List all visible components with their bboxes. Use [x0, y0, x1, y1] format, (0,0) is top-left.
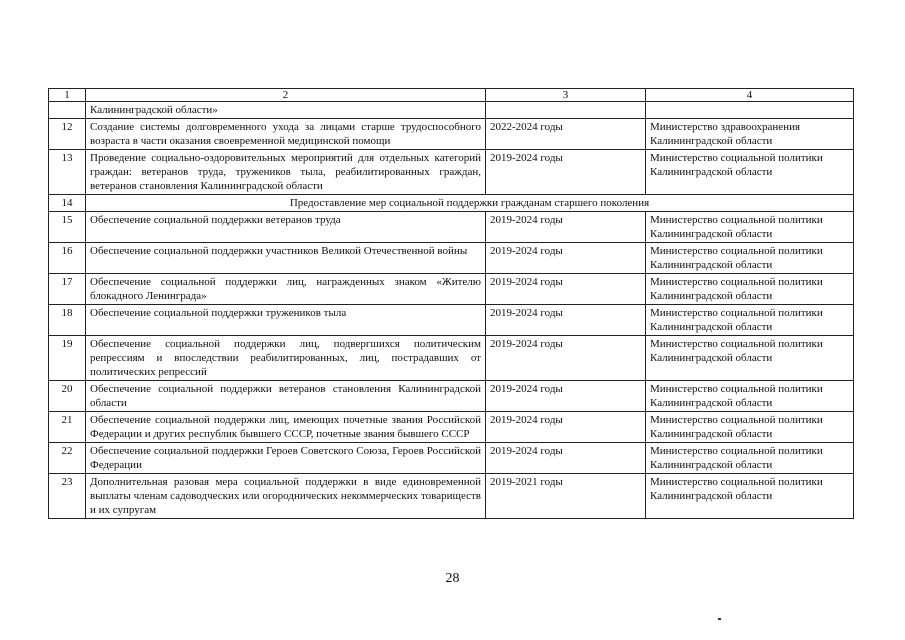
- implementation-period: 2019-2024 годы: [486, 305, 646, 336]
- header-cell-1: 1: [49, 89, 86, 102]
- row-number: 15: [49, 212, 86, 243]
- responsible-executor: Министерство социальной политики Калининградской области: [646, 150, 854, 195]
- measure-description: Калининградской области»: [86, 102, 486, 119]
- table-row: [49, 443, 854, 474]
- section-row: [49, 195, 854, 212]
- table-row: [49, 102, 854, 119]
- measure-description: Дополнительная разовая мера социальной поддержки в виде единовременной выплаты членам садоводческих или огороднических некоммерческих товариществ и их супругам: [86, 474, 486, 519]
- section-title: Предоставление мер социальной поддержки гражданам старшего поколения: [86, 195, 854, 212]
- responsible-executor: Министерство социальной политики Калининградской области: [646, 474, 854, 519]
- responsible-executor: Министерство социальной политики Калининградской области: [646, 336, 854, 381]
- responsible-executor: Министерство социальной политики Калининградской области: [646, 381, 854, 412]
- table-row: [49, 412, 854, 443]
- row-number: 23: [49, 474, 86, 519]
- measure-description: Проведение социально-оздоровительных мероприятий для отдельных категорий граждан: ветеранов труда, тружеников тыла, реабилитированных граждан, ветеранов становления Калининградской области: [86, 150, 486, 195]
- measure-description: Обеспечение социальной поддержки ветеранов труда: [86, 212, 486, 243]
- table-row: [49, 274, 854, 305]
- implementation-period: 2019-2024 годы: [486, 212, 646, 243]
- measure-description: Обеспечение социальной поддержки Героев Советского Союза, Героев Российской Федерации: [86, 443, 486, 474]
- page-number: 28: [445, 571, 460, 586]
- header-row: [49, 89, 854, 102]
- implementation-period: 2019-2024 годы: [486, 381, 646, 412]
- responsible-executor: Министерство здравоохранения Калининградской области: [646, 119, 854, 150]
- table-row: [49, 150, 854, 195]
- implementation-period: 2019-2024 годы: [486, 412, 646, 443]
- row-number: 22: [49, 443, 86, 474]
- scan-mark: [718, 618, 721, 620]
- row-number: 12: [49, 119, 86, 150]
- measure-description: Создание системы долговременного ухода за лицами старше трудоспособного возраста в части оказания своевременной медицинской помощи: [86, 119, 486, 150]
- measure-description: Обеспечение социальной поддержки лиц, награжденных знаком «Жителю блокадного Ленинграда»: [86, 274, 486, 305]
- implementation-period: 2019-2024 годы: [486, 243, 646, 274]
- table-row: [49, 474, 854, 519]
- row-number: 21: [49, 412, 86, 443]
- implementation-period: 2019-2024 годы: [486, 336, 646, 381]
- implementation-period: 2019-2024 годы: [486, 443, 646, 474]
- measures-table: [48, 88, 854, 519]
- measure-description: Обеспечение социальной поддержки ветеранов становления Калининградской области: [86, 381, 486, 412]
- row-number: 20: [49, 381, 86, 412]
- header-cell-4: 4: [646, 89, 854, 102]
- responsible-executor: Министерство социальной политики Калининградской области: [646, 212, 854, 243]
- table-row: [49, 119, 854, 150]
- responsible-executor: [646, 102, 854, 119]
- responsible-executor: Министерство социальной политики Калининградской области: [646, 243, 854, 274]
- row-number: 13: [49, 150, 86, 195]
- table-row: [49, 243, 854, 274]
- table-body: [49, 89, 854, 519]
- measure-description: Обеспечение социальной поддержки лиц, подвергшихся политическим репрессиям и впоследствии реабилитированных, лиц, пострадавших от политических репрессий: [86, 336, 486, 381]
- row-number: 17: [49, 274, 86, 305]
- responsible-executor: Министерство социальной политики Калининградской области: [646, 443, 854, 474]
- implementation-period: [486, 102, 646, 119]
- row-number: [49, 102, 86, 119]
- implementation-period: 2022-2024 годы: [486, 119, 646, 150]
- implementation-period: 2019-2024 годы: [486, 274, 646, 305]
- header-cell-3: 3: [486, 89, 646, 102]
- implementation-period: 2019-2021 годы: [486, 474, 646, 519]
- table-row: [49, 305, 854, 336]
- responsible-executor: Министерство социальной политики Калининградской области: [646, 305, 854, 336]
- header-cell-2: 2: [86, 89, 486, 102]
- implementation-period: 2019-2024 годы: [486, 150, 646, 195]
- measure-description: Обеспечение социальной поддержки участников Великой Отечественной войны: [86, 243, 486, 274]
- responsible-executor: Министерство социальной политики Калининградской области: [646, 274, 854, 305]
- responsible-executor: Министерство социальной политики Калининградской области: [646, 412, 854, 443]
- table-row: [49, 381, 854, 412]
- row-number: 18: [49, 305, 86, 336]
- row-number: 16: [49, 243, 86, 274]
- measure-description: Обеспечение социальной поддержки лиц, имеющих почетные звания Российской Федерации и других республик бывшего СССР, почетные звания бывшего СССР: [86, 412, 486, 443]
- table-row: [49, 336, 854, 381]
- row-number: 14: [49, 195, 86, 212]
- table-row: [49, 212, 854, 243]
- row-number: 19: [49, 336, 86, 381]
- measure-description: Обеспечение социальной поддержки тружеников тыла: [86, 305, 486, 336]
